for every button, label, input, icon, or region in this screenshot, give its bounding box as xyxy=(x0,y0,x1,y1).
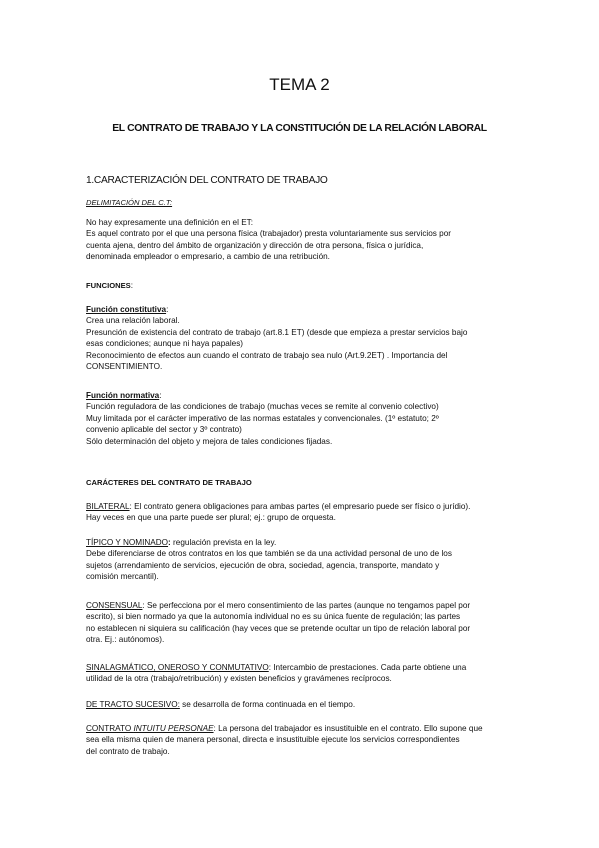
funciones-colon: : xyxy=(130,281,134,290)
paragraph-line: Muy limitada por el carácter imperativo de las normas estatales y convencionales. (1º estatuto; 2º xyxy=(86,413,439,423)
paragraph-line: otra. Ej.: autónomos). xyxy=(86,635,165,645)
paragraph-line: CONSENTIMIENTO. xyxy=(86,362,163,372)
funciones-heading xyxy=(86,280,526,291)
paragraph-line: sea ella misma quien de manera personal, directa e insustituible ejecute los servicios correspondientes xyxy=(86,735,460,745)
paragraph-line: utilidad de la otra (trabajo/retribución) y existen beneficios y gravámenes recíprocos. xyxy=(86,674,392,684)
bilateral-label: BILATERAL xyxy=(86,502,130,511)
consensual-label: CONSENSUAL xyxy=(86,601,143,610)
intuitu-label-italic: INTUITU PERSONAE xyxy=(133,724,214,733)
caracter-sinalagmatico xyxy=(86,662,526,685)
paragraph-line: escrito), si bien normado ya que la autonomía individual no es su única fuente de regulación; las partes xyxy=(86,612,461,622)
tracto-label: DE TRACTO SUCESIVO: xyxy=(86,700,180,709)
paragraph-line: Sólo determinación del objeto y mejora de tales condiciones fijadas. xyxy=(86,436,333,446)
section-heading: 1.CARACTERIZACIÓN DEL CONTRATO DE TRABAJO xyxy=(86,175,328,186)
funcion-constitutiva-block xyxy=(86,304,526,372)
paragraph-line: Reconocimiento de efectos aun cuando el contrato de trabajo sea nulo (Art.9.2ET) . Importancia del xyxy=(86,350,448,360)
paragraph-line: no establecen ni siquiera su calificación (hay veces que se pretende ocultar un tipo de relación laboral por xyxy=(86,623,471,633)
paragraph-line: comisión mercantil). xyxy=(86,572,159,582)
page-title: TEMA 2 xyxy=(269,75,330,94)
consensual-text: : Se perfecciona por el mero consentimiento de las partes (aunque no tengamos papel por xyxy=(142,601,471,610)
caracter-consensual xyxy=(86,600,526,646)
paragraph-line xyxy=(86,600,526,611)
bilateral-text: : El contrato genera obligaciones para ambas partes (el empresario puede ser físico o jurídio). xyxy=(129,502,471,511)
paragraph-line: esas condiciones; aunque ni haya papales) xyxy=(86,339,244,349)
paragraph-line: convenio aplicable del sector y 3º contrato) xyxy=(86,425,242,435)
page-subtitle: EL CONTRATO DE TRABAJO Y LA CONSTITUCIÓN DE LA RELACIÓN LABORAL xyxy=(112,123,487,134)
tipico-label: TÍPICO Y NOMINADO xyxy=(86,538,169,547)
caracter-bilateral xyxy=(86,501,526,524)
sinalagmatico-label: SINALAGMÁTICO, ONEROSO Y CONMUTATIVO xyxy=(86,663,269,672)
sinalagmatico-text: : Intercambio de prestaciones. Cada parte obtiene una xyxy=(268,663,467,672)
funcion-constitutiva-title: Función constitutiva xyxy=(86,305,167,314)
paragraph-line: Es aquel contrato por el que una persona física (trabajador) presta voluntariamente sus servicios por xyxy=(86,229,451,239)
tracto-text: se desarrolla de forma continuada en el tiempo. xyxy=(179,700,356,709)
funcion-normativa-title: Función normativa xyxy=(86,391,160,400)
intuitu-label: CONTRATO xyxy=(86,724,134,733)
caracter-tipico xyxy=(86,537,526,583)
paragraph-line: del contrato de trabajo. xyxy=(86,746,170,756)
paragraph-line: Función reguladora de las condiciones de trabajo (muchas veces se remite al convenio colectivo) xyxy=(86,402,439,412)
caracteres-heading: CARÁCTERES DEL CONTRATO DE TRABAJO xyxy=(86,478,252,487)
funcion-normativa-heading xyxy=(86,390,526,401)
delimitacion-paragraph xyxy=(86,217,526,263)
caracter-intuitu-personae xyxy=(86,723,526,757)
paragraph-line xyxy=(86,662,526,673)
funcion-constitutiva-heading xyxy=(86,304,526,315)
paragraph-line xyxy=(86,699,526,710)
caracter-tracto-sucesivo xyxy=(86,699,526,710)
tipico-colon: : xyxy=(168,538,171,547)
paragraph-line: denominada empleador o empresario, a cambio de una retribución. xyxy=(86,252,330,262)
paragraph-line: Presunción de existencia del contrato de trabajo (art.8.1 ET) (desde que empieza a prestar servicios bajo xyxy=(86,327,468,337)
heading-colon: : xyxy=(159,391,162,400)
paragraph-line: sujetos (arrendamiento de servicios, ejecución de obra, sociedad, agencia, transporte, mandato y xyxy=(86,560,440,570)
delimitacion-label: DELIMITACIÓN DEL C.T: xyxy=(86,198,173,207)
intuitu-text: : La persona del trabajador es insustituible en el contrato. Ello supone que xyxy=(213,724,483,733)
tipico-text: regulación prevista en la ley. xyxy=(170,538,277,547)
heading-colon: : xyxy=(166,305,169,314)
paragraph-line: No hay expresamente una definición en el ET: xyxy=(86,218,254,227)
paragraph-line: Crea una relación laboral. xyxy=(86,316,180,326)
paragraph-line: Hay veces en que una parte puede ser plural; ej.: grupo de orquesta. xyxy=(86,513,336,523)
paragraph-line: cuenta ajena, dentro del ámbito de organización y dirección de otra persona, física o jurídica, xyxy=(86,240,424,250)
funcion-normativa-block xyxy=(86,390,526,447)
paragraph-line xyxy=(86,501,526,512)
paragraph-line: Debe diferenciarse de otros contratos en los que también se da una actividad personal de uno de los xyxy=(86,549,452,559)
funciones-label: FUNCIONES xyxy=(86,281,131,290)
paragraph-line xyxy=(86,537,526,548)
paragraph-line xyxy=(86,723,526,734)
